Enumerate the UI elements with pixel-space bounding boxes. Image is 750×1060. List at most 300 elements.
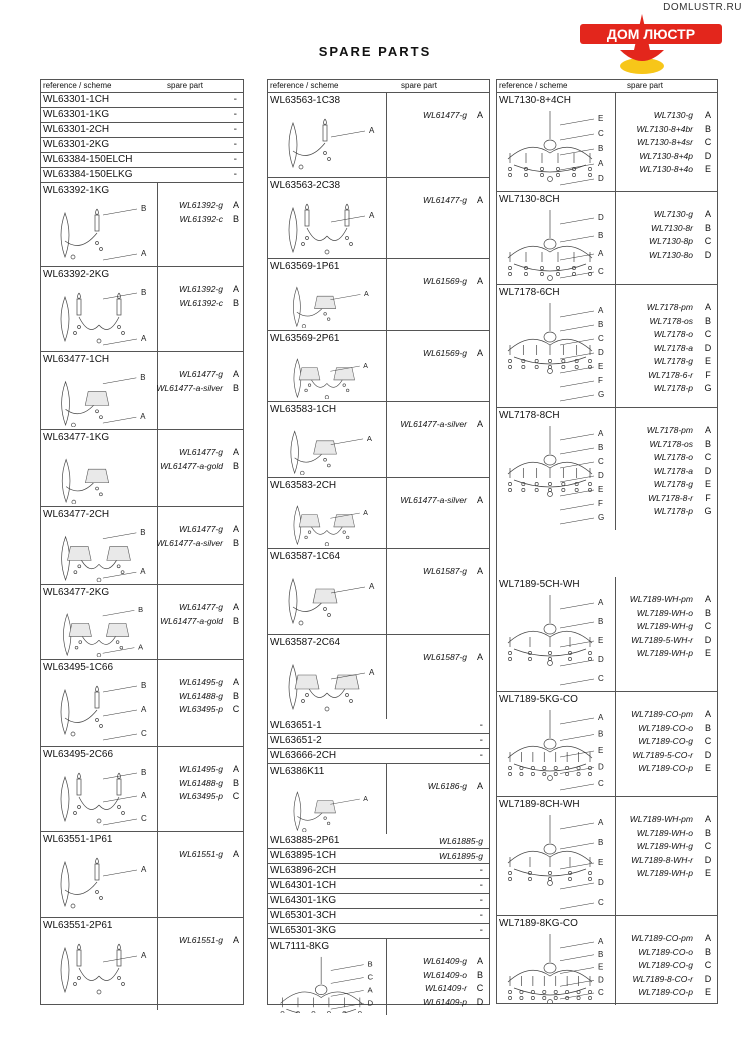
callout-leader (560, 784, 594, 790)
spare-part-code: WL7130-8+4o (639, 164, 693, 174)
part-letter: A (476, 956, 483, 966)
part-letters (231, 934, 241, 948)
scheme-block (268, 478, 489, 549)
spare-part-code: - (233, 154, 237, 165)
reference-code: WL63477-2CH (43, 509, 110, 520)
part-letter: A (232, 200, 239, 210)
callout-label: E (598, 485, 604, 494)
part-letter: A (704, 933, 711, 943)
part-letter: B (232, 537, 239, 548)
table-row[interactable] (268, 849, 489, 864)
scheme-block (268, 939, 489, 1015)
part-letter: E (704, 356, 711, 366)
table-row[interactable] (41, 138, 243, 153)
callout-leader (560, 367, 594, 373)
part-letter: D (704, 465, 712, 476)
callout-leader (331, 439, 363, 445)
callout-leader (103, 533, 136, 539)
scheme-diagram (499, 932, 611, 1003)
part-letter: A (704, 814, 711, 824)
scheme-block (268, 93, 489, 178)
spare-part-code: WL61477-g (179, 447, 223, 457)
column-divider (157, 585, 158, 659)
callout-leader (560, 660, 594, 666)
part-letter: A (476, 566, 483, 576)
spare-part-code: WL61488-g (179, 690, 223, 701)
part-letter: A (704, 425, 711, 435)
scheme-diagram (270, 109, 382, 175)
callout-leader (560, 490, 594, 496)
callout-label: A (369, 582, 375, 591)
callout-label: E (598, 858, 604, 867)
spare-part-code: WL63495-p (179, 791, 223, 801)
part-letter: D (704, 749, 712, 760)
part-letters (703, 208, 713, 262)
scheme-block (268, 402, 489, 478)
callout-leader (560, 718, 594, 724)
spare-part-list (423, 651, 467, 665)
reference-code: WL63384-150ELCH (43, 154, 133, 165)
table-row[interactable] (268, 924, 489, 939)
part-letter: G (704, 383, 712, 393)
part-letter: G (704, 506, 712, 516)
spare-part-code: WL7130-8r (650, 222, 693, 233)
callout-leader (560, 641, 594, 647)
part-letters (231, 848, 241, 862)
lamp-scheme-drawing (294, 506, 355, 546)
callout-label: D (598, 878, 604, 887)
callout-leader (560, 254, 594, 260)
table-row[interactable] (268, 894, 489, 909)
spare-part-code: WL7178-a (653, 465, 693, 476)
table-row[interactable] (41, 108, 243, 123)
part-letter: C (476, 983, 484, 993)
spare-part-code: WL7189-WH-pm (629, 814, 693, 824)
callout-leader (560, 434, 594, 440)
table-header (268, 80, 489, 93)
part-letter: C (704, 841, 712, 851)
spare-part-code: WL61477-g (179, 524, 223, 534)
table-row[interactable] (268, 719, 489, 734)
part-letter: C (704, 621, 712, 631)
scheme-block (268, 331, 489, 402)
callout-label: C (141, 729, 147, 738)
part-letter: B (704, 722, 711, 733)
column-divider (615, 192, 616, 284)
scheme-block (41, 267, 243, 352)
spare-parts-table-1 (40, 79, 244, 1005)
callout-leader (560, 883, 594, 889)
table-row[interactable] (268, 734, 489, 749)
reference-code: WL63551-1P61 (43, 834, 113, 845)
column-divider (386, 478, 387, 548)
part-letter: D (704, 249, 712, 260)
callout-leader (560, 843, 594, 849)
callout-label: A (140, 567, 146, 577)
callout-leader (331, 1003, 364, 1009)
callout-label: D (598, 975, 604, 985)
scheme-diagram (270, 194, 382, 256)
spare-part-code: WL7189-CO-o (638, 722, 693, 733)
spare-part-code: WL7178-p (653, 383, 693, 393)
site-url[interactable]: DOMLUSTR.RU (663, 2, 742, 13)
spare-part-code: WL7189-CO-pm (631, 933, 693, 943)
spare-part-code: WL7178-g (653, 479, 693, 489)
callout-label: B (598, 617, 604, 626)
callout-label: G (598, 390, 605, 399)
callout-label: A (598, 713, 604, 722)
callout-leader (560, 942, 594, 948)
spare-part-code: WL61587-g (423, 652, 467, 662)
spare-part-code: WL7178-6-r (648, 369, 693, 380)
part-letter: F (705, 492, 711, 503)
table-row[interactable] (268, 749, 489, 764)
table-row[interactable] (41, 168, 243, 183)
table-row[interactable] (41, 123, 243, 138)
part-letter: B (232, 213, 239, 224)
callout-leader (560, 751, 594, 757)
column-divider (615, 577, 616, 691)
callout-label: D (367, 998, 374, 1008)
header-reference: reference / scheme (499, 81, 568, 90)
callout-leader (331, 587, 365, 593)
part-letter: B (704, 123, 711, 134)
part-letters (475, 347, 485, 361)
spare-part-list (631, 708, 693, 776)
part-letter: B (232, 460, 239, 471)
part-letters (475, 780, 485, 794)
spare-part-code: WL7189-CO-pm (631, 709, 693, 719)
column-divider (157, 660, 158, 746)
reference-code: WL63392-2KG (43, 269, 110, 280)
part-letter: E (704, 763, 711, 773)
reference-code: WL7111-8KG (270, 941, 330, 952)
scheme-block (268, 635, 489, 719)
scheme-diagram (43, 446, 153, 504)
callout-leader (103, 956, 137, 962)
page-title: SPARE PARTS (318, 44, 432, 59)
part-letters (475, 651, 485, 665)
callout-leader (560, 622, 594, 628)
part-letter: E (704, 479, 711, 489)
part-letter: D (704, 150, 712, 161)
reference-code: WL63384-150ELKG (43, 169, 133, 180)
spare-part-code: WL7178-o (653, 329, 693, 339)
lamp-scheme-drawing (289, 204, 353, 254)
spare-part-code: WL61477-a-silver (156, 537, 223, 548)
scheme-diagram (499, 813, 611, 913)
reference-code: WL63477-1KG (43, 432, 110, 443)
part-letters (475, 418, 485, 432)
column-divider (386, 331, 387, 401)
reference-code: WL7130-8+4CH (499, 95, 571, 106)
callout-leader (560, 119, 594, 125)
spare-part-code: WL7189-8-CO-r (632, 973, 693, 984)
callout-leader (560, 735, 594, 741)
spare-part-list (647, 424, 693, 519)
spare-part-list (160, 601, 223, 628)
scheme-block (41, 832, 243, 918)
scheme-block (268, 178, 489, 259)
column-divider (386, 178, 387, 258)
domlustr-logo[interactable] (576, 10, 726, 76)
reference-code: WL7189-5KG-CO (499, 694, 578, 705)
spare-part-code: WL61885-g (439, 836, 483, 846)
part-letter: B (704, 827, 711, 838)
header-reference: reference / scheme (43, 81, 112, 90)
reference-code: WL63301-2CH (43, 124, 110, 135)
spare-part-list (156, 368, 223, 395)
callout-label: E (598, 362, 604, 371)
spare-part-code: WL61409-r (424, 983, 467, 993)
callout-label: B (141, 681, 147, 690)
callout-label: D (598, 471, 604, 480)
callout-leader (103, 870, 137, 876)
callout-label: A (598, 249, 604, 258)
spare-part-list (400, 494, 467, 508)
table-row[interactable] (268, 909, 489, 924)
callout-label: A (369, 126, 375, 135)
part-letter: A (232, 677, 239, 687)
callout-leader (330, 799, 359, 804)
spare-part-list (423, 109, 467, 123)
scheme-diagram (499, 593, 611, 689)
reference-code: WL63301-2KG (43, 139, 110, 150)
reference-code: WL63495-2C66 (43, 749, 114, 760)
column-divider (386, 402, 387, 477)
lamp-scheme-drawing (289, 119, 331, 169)
callout-leader (103, 686, 137, 692)
reference-code: WL63495-1C66 (43, 662, 114, 673)
scheme-block (497, 408, 717, 530)
spare-part-code: WL6186-g (427, 781, 467, 791)
header-reference: reference / scheme (270, 81, 339, 90)
table-row[interactable] (268, 879, 489, 894)
spare-part-list (631, 932, 693, 1000)
part-letters (475, 275, 485, 289)
part-letters (475, 955, 485, 1009)
part-letter: C (704, 137, 712, 147)
callout-label: E (598, 114, 604, 123)
spare-part-code: WL7189-CO-g (638, 960, 693, 970)
callout-leader (560, 603, 594, 609)
spare-part-list (630, 593, 693, 661)
part-letter: B (704, 607, 711, 618)
spare-part-code: WL7189-WH-o (636, 827, 693, 838)
part-letter: A (232, 524, 239, 534)
spare-part-list (179, 676, 223, 717)
part-letter: D (704, 634, 712, 645)
reference-code: WL63551-2P61 (43, 920, 113, 931)
spare-part-list (423, 194, 467, 208)
scheme-block (41, 430, 243, 507)
part-letter: B (476, 969, 483, 980)
reference-code: WL7189-8KG-CO (499, 918, 578, 929)
callout-label: A (366, 433, 372, 443)
part-letter: B (704, 222, 711, 233)
part-letters (475, 565, 485, 579)
callout-leader (331, 978, 364, 984)
callout-label: B (141, 288, 147, 297)
spare-part-code: WL7189-5-WH-r (631, 634, 693, 645)
reference-code: WL65301-3CH (270, 910, 337, 921)
part-letter: A (232, 284, 239, 294)
spare-part-code: WL7178-os (649, 315, 693, 326)
callout-label: A (598, 306, 604, 315)
callout-label: A (141, 865, 147, 874)
callout-leader (103, 417, 136, 423)
part-letter: A (476, 110, 483, 120)
part-letter: D (476, 996, 484, 1007)
column-divider (615, 93, 616, 191)
scheme-diagram (43, 848, 153, 915)
scheme-diagram (43, 199, 153, 264)
spare-part-code: WL7189-CO-p (638, 987, 693, 997)
spare-part-code: - (233, 94, 237, 105)
reference-code: WL7189-8CH-WH (499, 799, 580, 810)
callout-leader (560, 679, 594, 685)
column-divider (157, 430, 158, 506)
callout-leader (560, 448, 594, 454)
callout-label: A (140, 412, 146, 422)
callout-leader (103, 378, 136, 384)
part-letter: A (232, 602, 239, 612)
header-spare-part: spare part (401, 81, 438, 90)
callout-label: E (598, 962, 604, 972)
header-spare-part: spare part (627, 81, 664, 90)
part-letter: E (704, 164, 711, 174)
logo-text: ДОМ ЛЮСТР (606, 26, 696, 42)
spare-part-code: WL61477-a-silver (400, 419, 467, 429)
part-letters (231, 199, 241, 226)
scheme-block (497, 916, 717, 1005)
lamp-scheme-drawing (61, 209, 103, 259)
column-divider (386, 259, 387, 330)
header-spare-part: spare part (167, 81, 204, 90)
scheme-diagram (270, 565, 382, 632)
part-letters (703, 424, 713, 519)
callout-label: A (141, 249, 147, 258)
part-letters (475, 109, 485, 123)
spare-part-code: WL61477-a-silver (156, 382, 223, 393)
spare-part-code: WL61477-g (179, 602, 223, 612)
spare-part-code: - (479, 750, 483, 761)
part-letters (475, 194, 485, 208)
callout-leader (560, 903, 594, 909)
scheme-block (41, 352, 243, 430)
callout-label: D (598, 213, 604, 222)
part-letter: A (476, 419, 483, 429)
part-letter: A (232, 935, 239, 945)
part-letter: A (476, 652, 483, 662)
scheme-block (497, 192, 717, 285)
reference-code: WL63392-1KG (43, 185, 110, 196)
callout-label: A (363, 362, 368, 370)
callout-label: A (598, 937, 604, 946)
part-letter: D (704, 854, 712, 865)
callout-label: B (141, 768, 147, 777)
scheme-block (41, 918, 243, 1010)
spare-part-code: WL7178-p (653, 506, 693, 516)
callout-label: B (140, 372, 146, 382)
scheme-diagram (43, 523, 153, 582)
spare-part-code: WL7189-5-CO-r (632, 749, 693, 760)
callout-leader (103, 209, 137, 215)
part-letter: B (232, 297, 239, 308)
spare-part-code: WL7189-WH-pm (629, 594, 693, 604)
scheme-block (268, 764, 489, 834)
lamp-scheme-drawing (62, 382, 109, 427)
part-letter: E (704, 648, 711, 658)
spare-part-code: WL61488-g (179, 777, 223, 788)
scheme-block (41, 507, 243, 585)
callout-leader (560, 164, 594, 170)
table-row[interactable] (268, 864, 489, 879)
callout-label: A (598, 598, 604, 607)
spare-part-list (179, 934, 223, 948)
callout-label: C (367, 972, 374, 982)
callout-leader (560, 339, 594, 345)
callout-label: C (598, 267, 604, 276)
callout-label: A (598, 818, 604, 827)
callout-leader (331, 965, 364, 971)
lamp-scheme-drawing (293, 287, 335, 328)
column-divider (386, 764, 387, 834)
spare-part-list (428, 780, 467, 794)
column-divider (157, 918, 158, 1010)
part-letters (231, 676, 241, 717)
scheme-block (497, 93, 717, 192)
table-row[interactable] (41, 93, 243, 108)
callout-leader (331, 216, 365, 222)
callout-leader (103, 734, 137, 740)
callout-leader (103, 710, 137, 716)
spare-part-code: WL7189-CO-o (638, 946, 693, 957)
callout-label: B (598, 443, 604, 452)
callout-label: B (598, 838, 604, 847)
part-letter: F (705, 369, 711, 380)
scheme-diagram (499, 301, 611, 405)
table-row[interactable] (268, 834, 489, 849)
reference-code: WL7130-8CH (499, 194, 560, 205)
callout-leader (103, 796, 137, 802)
spare-part-code: WL7130-8o (649, 249, 693, 260)
spare-part-code: - (233, 124, 237, 135)
spare-part-code: - (479, 865, 483, 876)
scheme-diagram (43, 368, 153, 427)
callout-label: F (598, 376, 603, 385)
table-row[interactable] (41, 153, 243, 168)
reference-code: WL64301-1KG (270, 895, 337, 906)
callout-leader (560, 179, 594, 185)
callout-label: C (598, 674, 604, 683)
reference-code: WL64301-1CH (270, 880, 337, 891)
part-letter: C (704, 960, 712, 970)
callout-label: D (598, 762, 604, 772)
reference-code: WL63583-1CH (270, 404, 337, 415)
reference-code: WL7189-5CH-WH (499, 579, 580, 590)
spare-part-code: WL63495-p (179, 704, 223, 714)
scheme-diagram (270, 494, 382, 546)
scheme-diagram (43, 934, 153, 1008)
spare-part-code: - (233, 109, 237, 120)
spare-part-list (637, 109, 693, 177)
reference-code: WL6386K11 (270, 766, 325, 777)
spare-part-code: WL61477-a-silver (400, 495, 467, 505)
part-letter: C (704, 329, 712, 339)
lamp-scheme-drawing (61, 858, 103, 908)
callout-label: A (141, 791, 147, 800)
